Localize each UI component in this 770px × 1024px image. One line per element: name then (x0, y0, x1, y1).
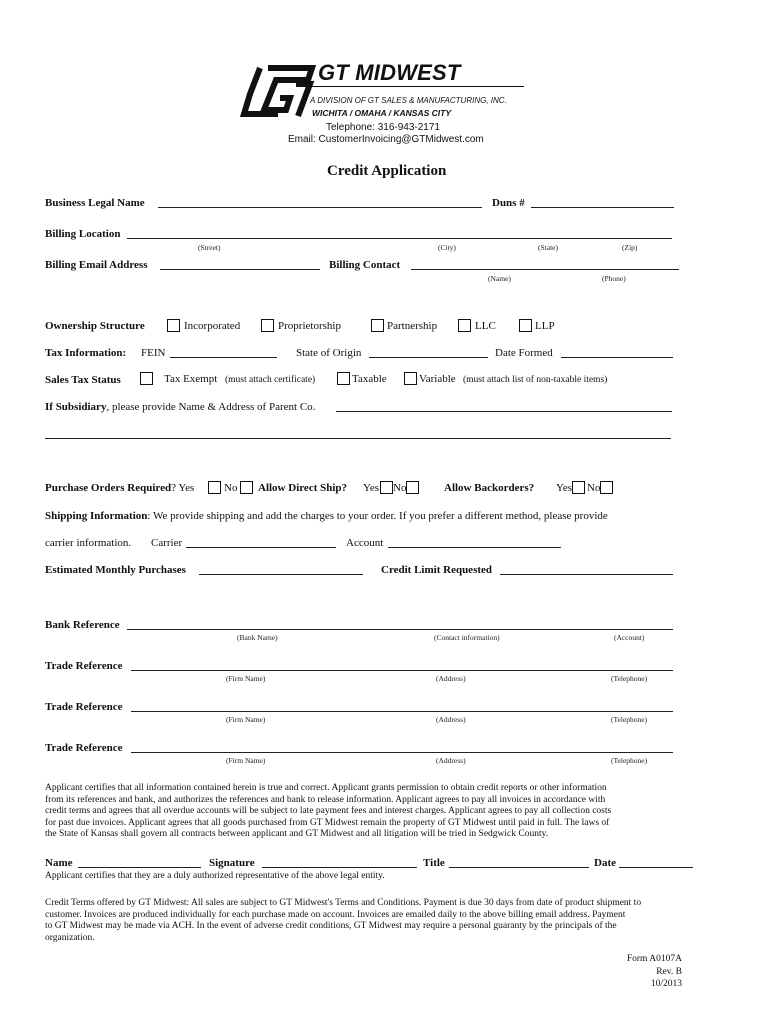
ownership-structure-label: Ownership Structure (45, 320, 145, 332)
partnership-checkbox[interactable] (371, 319, 384, 332)
variable-note: (must attach list of non-taxable items) (463, 375, 608, 385)
telephone-sublabel: (Telephone) (611, 756, 648, 765)
date-formed-label: Date Formed (495, 347, 553, 359)
carrier-label: Carrier (151, 537, 183, 549)
date-formed-field[interactable] (561, 357, 673, 358)
billing-contact-field[interactable] (411, 269, 679, 270)
incorporated-checkbox[interactable] (167, 319, 180, 332)
trade-reference-1-label: Trade Reference (45, 660, 123, 672)
telephone-sublabel: (Telephone) (611, 674, 648, 683)
firm-name-sublabel: (Firm Name) (226, 756, 266, 765)
authorized-representative-text: Applicant certifies that they are a duly authorized representative of the above legal entity. (45, 871, 385, 881)
gt-logo-mark (238, 60, 318, 122)
billing-location-field[interactable] (127, 238, 672, 239)
estimated-monthly-field[interactable] (199, 574, 363, 575)
bank-reference-field[interactable] (127, 629, 673, 630)
trade-reference-3-label: Trade Reference (45, 742, 123, 754)
signature-label: Signature (209, 857, 255, 869)
shipping-information-text: Shipping Information: We provide shipping and add the charges to your order. If you prefer a different method, please provide (45, 510, 608, 522)
variable-checkbox[interactable] (404, 372, 417, 385)
trade-reference-2-label: Trade Reference (45, 701, 123, 713)
certification-paragraph: Applicant certifies that all information contained herein is true and correct. Applicant grants permission to obtain credit reports or other information from its references and bank, and authorizes the references and bank to release information. Applicant agrees to pay all invoices in accordance with credit terms and agrees that all overdue accounts will be subject to late payment fees and interest charges. Applicant agrees to pay all collection costs for past due invoices. Applicant agrees that all goods purchased from GT Midwest remain the property of GT Midwest until paid in full. The laws of the State of Kansas shall govern all contracts between applicant and GT Midwest and all litigation will be tried in Sedgwick County. (45, 783, 612, 840)
title-field[interactable] (449, 867, 589, 868)
street-sublabel: (Street) (198, 243, 221, 252)
state-sublabel: (State) (538, 243, 558, 252)
llc-label: LLC (475, 320, 496, 332)
billing-email-label: Billing Email Address (45, 259, 148, 271)
contact-information-sublabel: (Contact information) (434, 633, 500, 642)
firm-name-sublabel: (Firm Name) (226, 674, 266, 683)
company-name: GT MIDWEST (318, 60, 461, 85)
signature-field[interactable] (262, 867, 417, 868)
allow-backorders-label: Allow Backorders? (444, 482, 535, 494)
backorders-yes-checkbox[interactable] (572, 481, 585, 494)
form-date: 10/2013 (650, 979, 682, 989)
page-title: Credit Application (327, 163, 447, 179)
sales-tax-status-label: Sales Tax Status (45, 374, 121, 386)
direct-ship-no-label: No (393, 482, 407, 494)
subsidiary-label: If Subsidiary, please provide Name & Address of Parent Co. (45, 401, 316, 413)
name-sublabel: (Name) (488, 274, 511, 283)
llp-checkbox[interactable] (519, 319, 532, 332)
backorders-no-checkbox[interactable] (600, 481, 613, 494)
telephone-text: Telephone: 316-943-2171 (326, 122, 440, 133)
account-label: Account (346, 537, 384, 549)
phone-sublabel: (Phone) (602, 274, 626, 283)
city-sublabel: (City) (438, 243, 456, 252)
date-label: Date (594, 857, 616, 869)
zip-sublabel: (Zip) (622, 243, 638, 252)
tax-exempt-checkbox[interactable] (140, 372, 153, 385)
state-of-origin-field[interactable] (369, 357, 488, 358)
credit-limit-field[interactable] (500, 574, 673, 575)
direct-ship-yes-checkbox[interactable] (380, 481, 393, 494)
business-legal-name-label: Business Legal Name (45, 197, 145, 209)
title-label: Title (423, 857, 445, 869)
carrier-field[interactable] (186, 547, 336, 548)
parent-company-field-2[interactable] (45, 438, 671, 439)
duns-label: Duns # (492, 197, 525, 209)
tax-information-label: Tax Information: (45, 347, 127, 359)
taxable-label: Taxable (352, 373, 387, 385)
locations-text: WICHITA / OMAHA / KANSAS CITY (312, 108, 451, 118)
trade-reference-3-field[interactable] (131, 752, 673, 753)
bank-reference-label: Bank Reference (45, 619, 120, 631)
direct-ship-yes-label: Yes (363, 482, 380, 494)
billing-location-label: Billing Location (45, 228, 121, 240)
form-revision: Rev. B (656, 966, 682, 977)
allow-direct-ship-label: Allow Direct Ship? (258, 482, 348, 494)
division-text: A DIVISION OF GT SALES & MANUFACTURING, INC. (310, 96, 507, 105)
billing-contact-label: Billing Contact (329, 259, 401, 271)
incorporated-label: Incorporated (184, 320, 241, 332)
trade-reference-1-field[interactable] (131, 670, 673, 671)
email-text: Email: CustomerInvoicing@GTMidwest.com (288, 134, 484, 145)
purchase-orders-no-checkbox[interactable] (240, 481, 253, 494)
telephone-sublabel: (Telephone) (611, 715, 648, 724)
name-field[interactable] (78, 867, 201, 868)
estimated-monthly-label: Estimated Monthly Purchases (45, 564, 186, 576)
partnership-label: Partnership (387, 320, 438, 332)
purchase-orders-group: Purchase Orders Required? Yes (45, 482, 195, 494)
billing-email-field[interactable] (160, 269, 320, 270)
date-field[interactable] (619, 867, 693, 868)
bank-name-sublabel: (Bank Name) (237, 633, 278, 642)
tax-exempt-label: Tax Exempt (164, 373, 218, 385)
account-sublabel: (Account) (614, 633, 645, 642)
llc-checkbox[interactable] (458, 319, 471, 332)
credit-terms-paragraph: Credit Terms offered by GT Midwest: All sales are subject to GT Midwest's Terms and Conditions. Payment is due 30 days from date of product shipment to customer. Invoices are produced individually for each purchase made on account. Invoices are emailed daily to the above billing email address. Payment to GT Midwest may be made via ACH. In the event of adverse credit conditions, GT Midwest may require a personal guaranty by the principals of the organization. (45, 898, 642, 943)
name-label: Name (45, 857, 73, 869)
account-field[interactable] (388, 547, 561, 548)
llp-label: LLP (535, 320, 555, 332)
taxable-checkbox[interactable] (337, 372, 350, 385)
form-number: Form A0107A (626, 954, 682, 964)
credit-limit-label: Credit Limit Requested (381, 564, 493, 576)
firm-name-sublabel: (Firm Name) (226, 715, 266, 724)
business-legal-name-field[interactable] (158, 207, 482, 208)
proprietorship-checkbox[interactable] (261, 319, 274, 332)
state-of-origin-label: State of Origin (296, 347, 362, 359)
duns-field[interactable] (531, 207, 674, 208)
backorders-yes-label: Yes (556, 482, 573, 494)
carrier-information-text: carrier information. (45, 537, 132, 549)
form-footer (627, 953, 682, 991)
address-sublabel: (Address) (436, 756, 466, 765)
tax-exempt-note: (must attach certificate) (225, 375, 316, 385)
purchase-orders-yes-checkbox[interactable] (208, 481, 221, 494)
backorders-no-label: No (587, 482, 601, 494)
proprietorship-label: Proprietorship (278, 320, 341, 332)
fein-label: FEIN (141, 347, 166, 359)
purchase-orders-no-label: No (224, 482, 238, 494)
direct-ship-no-checkbox[interactable] (406, 481, 419, 494)
fein-field[interactable] (170, 357, 277, 358)
variable-label: Variable (419, 373, 456, 385)
address-sublabel: (Address) (436, 674, 466, 683)
trade-reference-2-field[interactable] (131, 711, 673, 712)
parent-company-field-1[interactable] (336, 411, 672, 412)
address-sublabel: (Address) (436, 715, 466, 724)
